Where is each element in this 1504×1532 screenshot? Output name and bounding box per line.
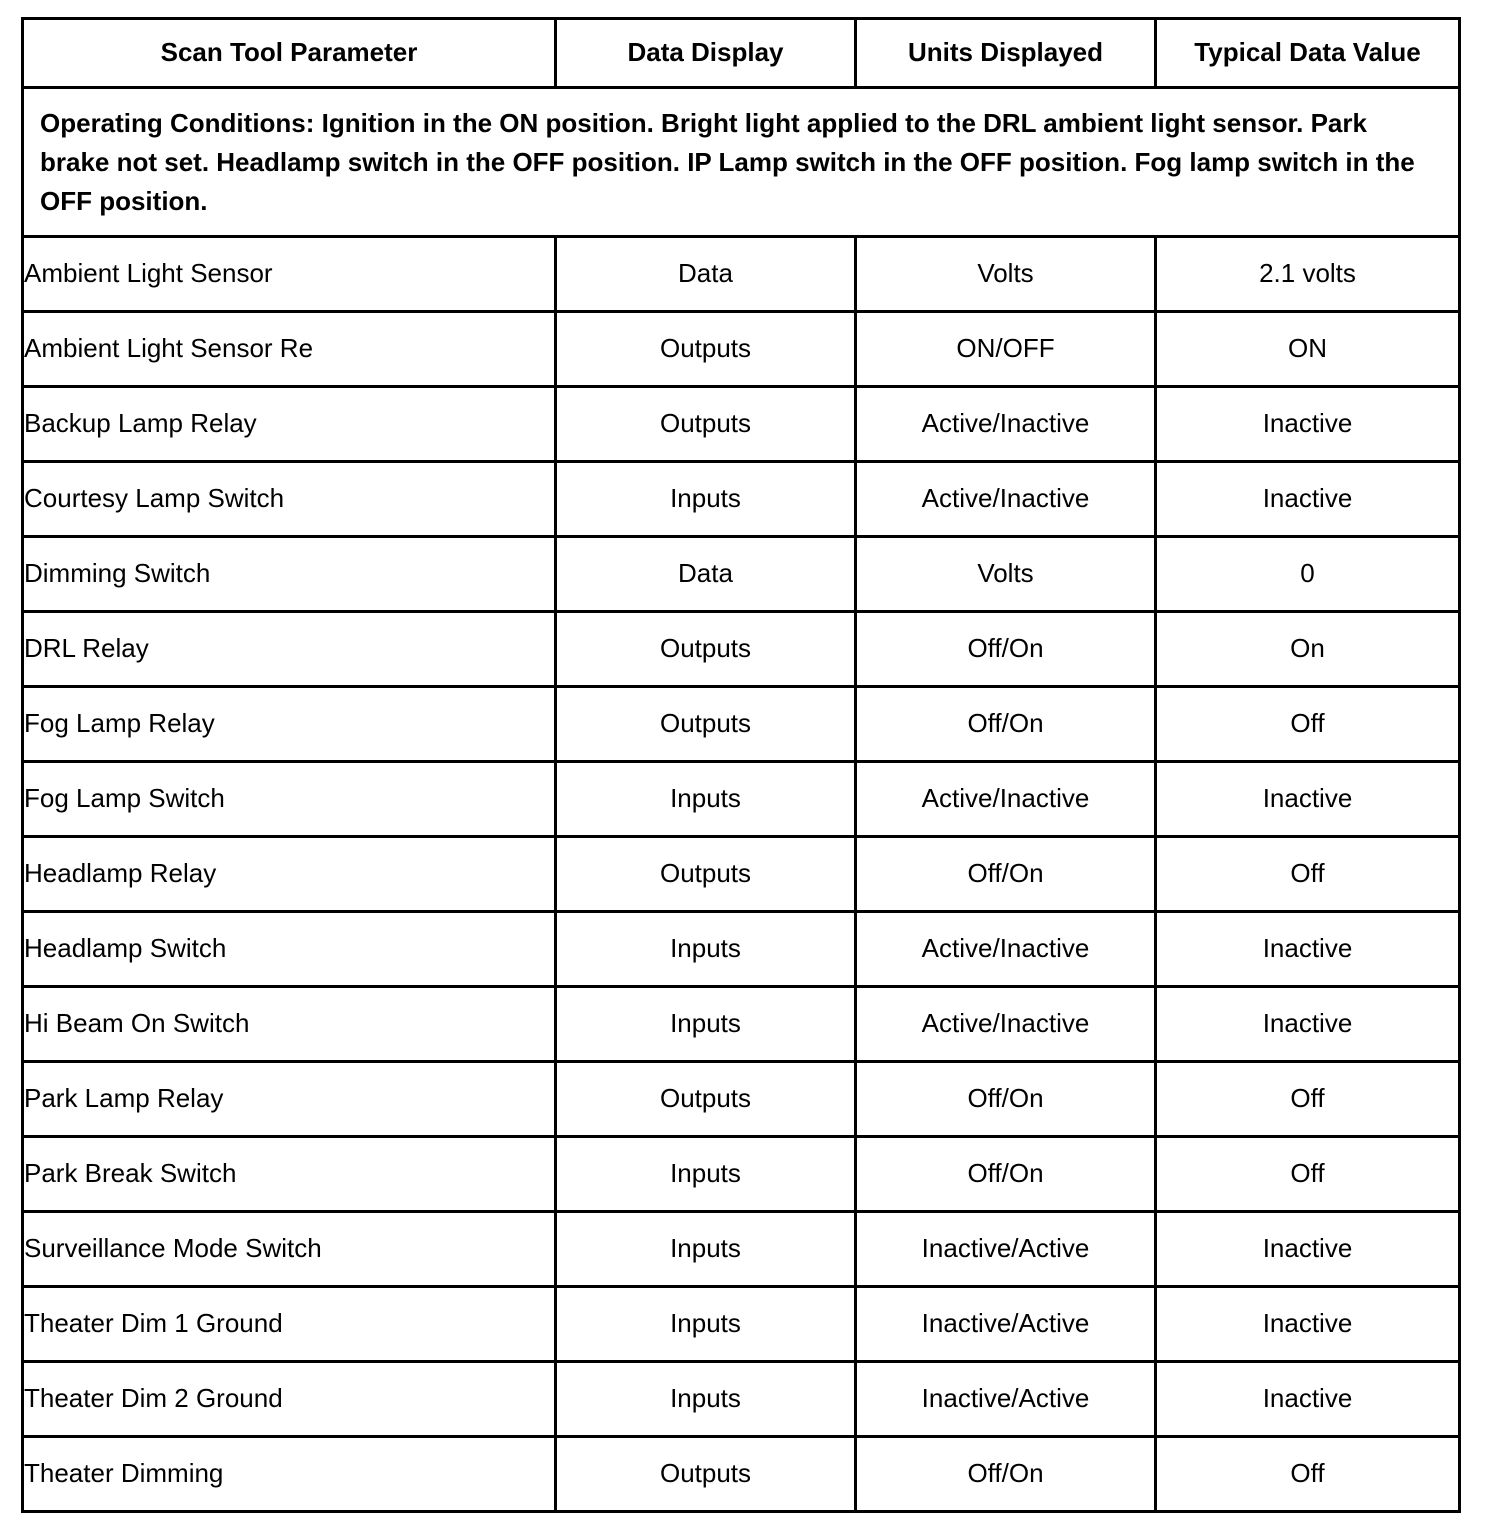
typical-value-cell: Inactive	[1156, 462, 1460, 537]
parameter-cell: Headlamp Relay	[23, 837, 556, 912]
units-cell: Off/On	[856, 1062, 1156, 1137]
table-row	[23, 237, 1460, 312]
parameter-cell: Courtesy Lamp Switch	[23, 462, 556, 537]
typical-value-cell: Off	[1156, 1062, 1460, 1137]
data-display-cell: Outputs	[556, 1062, 856, 1137]
typical-value-cell: On	[1156, 612, 1460, 687]
units-cell: Volts	[856, 237, 1156, 312]
data-display-cell: Outputs	[556, 1437, 856, 1512]
parameter-cell: Dimming Switch	[23, 537, 556, 612]
header-typical-data-value: Typical Data Value	[1156, 19, 1460, 88]
data-display-cell: Outputs	[556, 612, 856, 687]
typical-value-cell: Off	[1156, 687, 1460, 762]
typical-value-cell: Off	[1156, 837, 1460, 912]
table-row	[23, 462, 1460, 537]
parameter-cell: Fog Lamp Relay	[23, 687, 556, 762]
units-cell: Off/On	[856, 1437, 1156, 1512]
parameter-cell: Headlamp Switch	[23, 912, 556, 987]
typical-value-cell: Inactive	[1156, 1287, 1460, 1362]
operating-conditions: Operating Conditions: Ignition in the ON position. Bright light applied to the DRL ambient light sensor. Park brake not set. Headlamp switch in the OFF position. IP Lamp switch in the OFF position. Fog lamp switch in the OFF position.	[23, 88, 1460, 237]
parameter-cell: Park Lamp Relay	[23, 1062, 556, 1137]
parameter-cell: Theater Dim 1 Ground	[23, 1287, 556, 1362]
header-units-displayed: Units Displayed	[856, 19, 1156, 88]
data-display-cell: Inputs	[556, 1137, 856, 1212]
parameter-cell: DRL Relay	[23, 612, 556, 687]
units-cell: Inactive/Active	[856, 1212, 1156, 1287]
table-row	[23, 687, 1460, 762]
header-row	[23, 19, 1460, 88]
table-row	[23, 1362, 1460, 1437]
scan-tool-data-table	[21, 17, 1461, 1513]
parameter-cell: Hi Beam On Switch	[23, 987, 556, 1062]
units-cell: Off/On	[856, 687, 1156, 762]
table-row	[23, 537, 1460, 612]
units-cell: ON/OFF	[856, 312, 1156, 387]
parameter-cell: Ambient Light Sensor	[23, 237, 556, 312]
units-cell: Inactive/Active	[856, 1362, 1156, 1437]
table-row	[23, 612, 1460, 687]
table-row	[23, 1062, 1460, 1137]
table-row	[23, 312, 1460, 387]
typical-value-cell: Inactive	[1156, 762, 1460, 837]
table-row	[23, 1287, 1460, 1362]
units-cell: Active/Inactive	[856, 912, 1156, 987]
typical-value-cell: 2.1 volts	[1156, 237, 1460, 312]
typical-value-cell: Inactive	[1156, 1362, 1460, 1437]
units-cell: Off/On	[856, 1137, 1156, 1212]
parameter-cell: Theater Dim 2 Ground	[23, 1362, 556, 1437]
units-cell: Inactive/Active	[856, 1287, 1156, 1362]
data-display-cell: Outputs	[556, 687, 856, 762]
units-cell: Active/Inactive	[856, 762, 1156, 837]
units-cell: Off/On	[856, 837, 1156, 912]
data-display-cell: Inputs	[556, 762, 856, 837]
typical-value-cell: Inactive	[1156, 987, 1460, 1062]
table-row	[23, 387, 1460, 462]
parameter-cell: Surveillance Mode Switch	[23, 1212, 556, 1287]
typical-value-cell: Inactive	[1156, 1212, 1460, 1287]
units-cell: Active/Inactive	[856, 987, 1156, 1062]
data-display-cell: Outputs	[556, 312, 856, 387]
data-display-cell: Outputs	[556, 387, 856, 462]
operating-conditions-row	[23, 88, 1460, 237]
parameter-cell: Park Break Switch	[23, 1137, 556, 1212]
units-cell: Off/On	[856, 612, 1156, 687]
table-row	[23, 912, 1460, 987]
parameter-cell: Fog Lamp Switch	[23, 762, 556, 837]
table-row	[23, 1137, 1460, 1212]
data-display-cell: Data	[556, 537, 856, 612]
parameter-cell: Backup Lamp Relay	[23, 387, 556, 462]
data-display-cell: Inputs	[556, 462, 856, 537]
parameter-cell: Ambient Light Sensor Re	[23, 312, 556, 387]
typical-value-cell: Inactive	[1156, 387, 1460, 462]
data-display-cell: Outputs	[556, 837, 856, 912]
data-display-cell: Data	[556, 237, 856, 312]
typical-value-cell: Inactive	[1156, 912, 1460, 987]
data-display-cell: Inputs	[556, 1362, 856, 1437]
typical-value-cell: ON	[1156, 312, 1460, 387]
header-scan-tool-parameter: Scan Tool Parameter	[23, 19, 556, 88]
units-cell: Volts	[856, 537, 1156, 612]
data-display-cell: Inputs	[556, 912, 856, 987]
table-row	[23, 1212, 1460, 1287]
table-row	[23, 987, 1460, 1062]
data-display-cell: Inputs	[556, 987, 856, 1062]
table-row	[23, 1437, 1460, 1512]
units-cell: Active/Inactive	[856, 462, 1156, 537]
units-cell: Active/Inactive	[856, 387, 1156, 462]
typical-value-cell: 0	[1156, 537, 1460, 612]
parameter-cell: Theater Dimming	[23, 1437, 556, 1512]
table-row	[23, 762, 1460, 837]
table-row	[23, 837, 1460, 912]
typical-value-cell: Off	[1156, 1437, 1460, 1512]
typical-value-cell: Off	[1156, 1137, 1460, 1212]
data-display-cell: Inputs	[556, 1287, 856, 1362]
header-data-display: Data Display	[556, 19, 856, 88]
data-display-cell: Inputs	[556, 1212, 856, 1287]
